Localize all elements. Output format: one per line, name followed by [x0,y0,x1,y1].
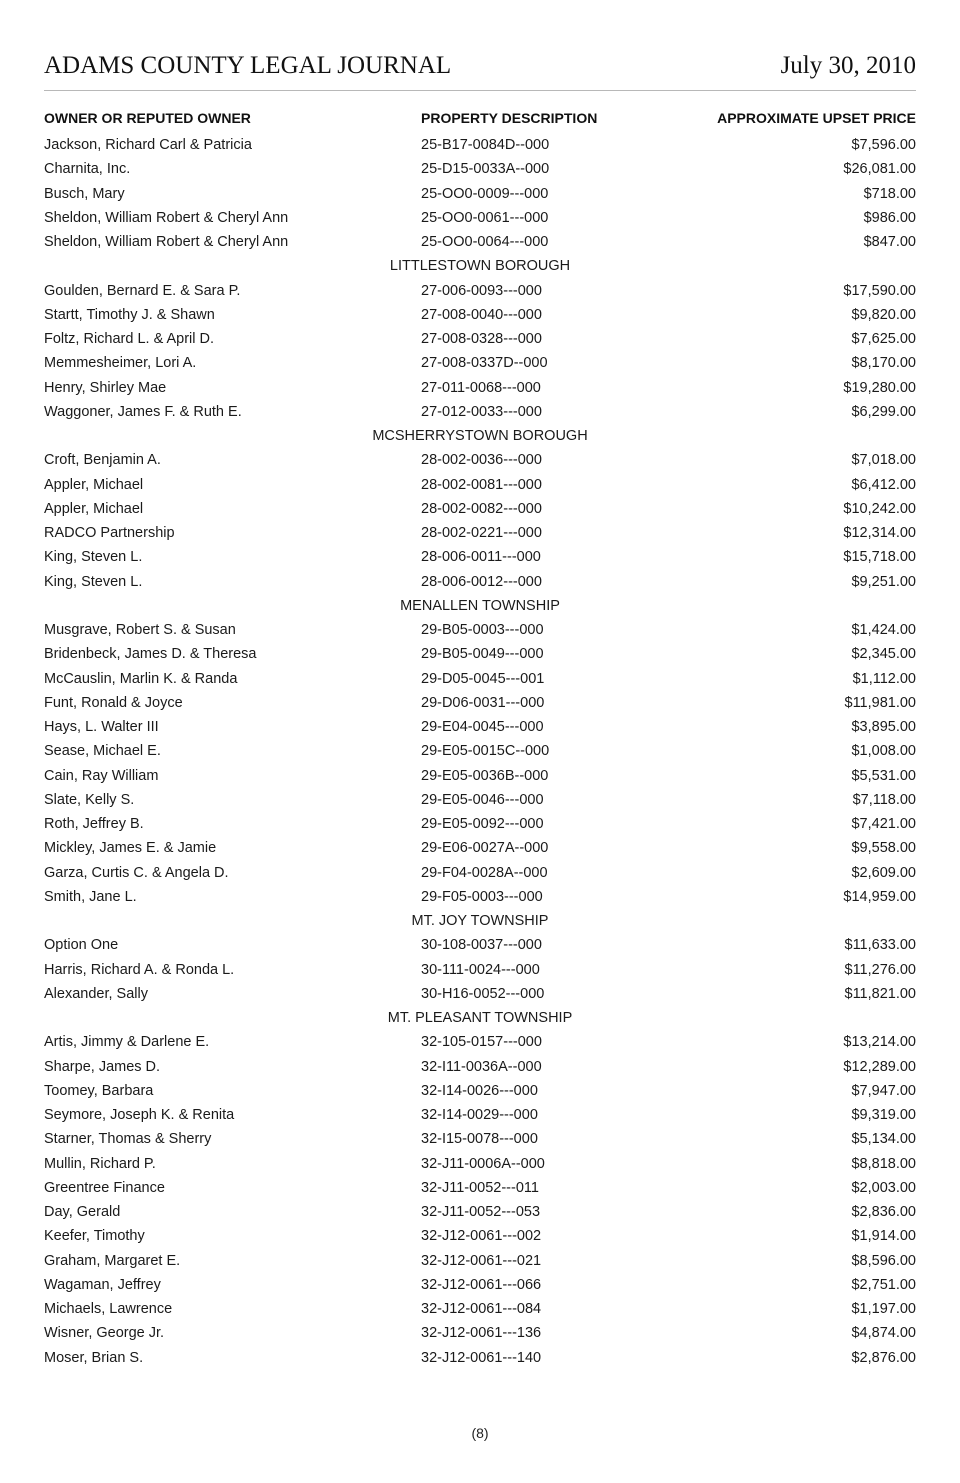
price-cell: $9,251.00 [851,573,916,590]
price-cell: $2,836.00 [851,1204,916,1220]
table-row [44,788,916,812]
property-cell: 25-OO0-0064---000 [421,234,549,250]
price-cell: $14,959.00 [843,888,916,905]
property-cell: 27-008-0328---000 [421,331,542,347]
owner-cell: Smith, Jane L. [44,888,137,905]
owner-cell: Waggoner, James F. & Ruth E. [44,403,242,420]
table-header-row [44,105,916,131]
property-cell: 27-006-0093---000 [421,282,542,299]
table-row [44,885,916,909]
property-cell: 32-J12-0061---140 [421,1349,542,1366]
table-row [44,667,916,691]
owner-cell: Foltz, Richard L. & April D. [44,331,215,347]
owner-cell: Charnita, Inc. [44,161,131,178]
owner-cell: McCauslin, Marlin K. & Randa [44,670,238,687]
column-header-price: APPROXIMATE UPSET PRICE [717,110,916,126]
owner-cell: Appler, Michael [44,476,144,493]
price-cell: $17,590.00 [843,282,916,299]
price-cell: $847.00 [863,234,916,250]
property-cell: 32-J12-0061---002 [421,1228,542,1245]
table-row [44,1152,916,1176]
property-cell: 28-002-0221---000 [421,525,542,541]
owner-cell: Day, Gerald [44,1204,121,1220]
property-cell: 30-H16-0052---000 [421,985,545,1002]
table-row [44,1346,916,1370]
table-row [44,1224,916,1248]
owner-cell: Harris, Richard A. & Ronda L. [44,961,235,978]
price-cell: $19,280.00 [843,379,916,396]
owner-cell: Michaels, Lawrence [44,1301,173,1317]
owner-cell: Cain, Ray William [44,767,159,784]
table-row [44,230,916,254]
table-row [44,1055,916,1079]
table-row [44,206,916,230]
page-number: (8) [471,1425,489,1441]
table-row [44,376,916,400]
owner-cell: Croft, Benjamin A. [44,452,161,469]
owner-cell: Keefer, Timothy [44,1228,145,1245]
table-row [44,715,916,739]
table-row [44,521,916,545]
section-title: MCSHERRYSTOWN BOROUGH [372,428,588,444]
table-row [44,473,916,497]
owner-cell: Starner, Thomas & Sherry [44,1131,212,1148]
owner-cell: Option One [44,937,119,954]
owner-cell: Seymore, Joseph K. & Renita [44,1107,235,1123]
property-cell: 25-D15-0033A--000 [421,161,550,178]
section-title: MENALLEN TOWNSHIP [400,597,560,614]
section-title: MT. PLEASANT TOWNSHIP [387,1010,573,1026]
table-row [44,1321,916,1345]
table-row [44,1200,916,1224]
table-row [44,327,916,351]
property-cell: 25-OO0-0009---000 [421,185,549,202]
price-cell: $7,421.00 [851,816,916,832]
table-row [44,1176,916,1200]
owner-cell: Slate, Kelly S. [44,791,135,808]
township-section-heading [44,1006,916,1030]
table-row [44,400,916,424]
owner-cell: Wagaman, Jeffrey [44,1276,161,1293]
property-cell: 32-J12-0061---084 [421,1301,542,1317]
property-cell: 28-006-0011---000 [421,549,541,566]
price-cell: $9,820.00 [851,306,916,323]
table-row [44,812,916,836]
owner-cell: King, Steven L. [44,549,143,566]
owner-cell: Hays, L. Walter III [44,719,159,735]
table-row [44,351,916,375]
table-row [44,545,916,569]
property-cell: 30-111-0024---000 [421,961,540,978]
table-row [44,982,916,1006]
price-cell: $12,314.00 [843,525,916,541]
owner-cell: Musgrave, Robert S. & Susan [44,622,236,638]
property-cell: 29-B05-0049---000 [421,646,544,663]
price-cell: $2,003.00 [851,1179,916,1196]
price-cell: $1,424.00 [851,622,916,638]
property-cell: 28-002-0082---000 [421,500,542,517]
table-row [44,739,916,763]
table-row [44,448,916,472]
price-cell: $7,118.00 [852,791,916,808]
property-cell: 27-008-0337D--000 [421,355,548,372]
owner-cell: Sheldon, William Robert & Cheryl Ann [44,234,289,250]
table-row [44,1273,916,1297]
table-row [44,642,916,666]
township-section-heading [44,909,916,933]
township-section-heading [44,254,916,278]
property-cell: 29-F04-0028A--000 [421,864,548,881]
journal-title: ADAMS COUNTY LEGAL JOURNAL [44,52,452,79]
price-cell: $5,531.00 [851,767,916,784]
owner-cell: Greentree Finance [44,1179,165,1196]
table-row [44,1297,916,1321]
section-title: LITTLESTOWN BOROUGH [389,258,571,275]
property-cell: 29-E05-0015C--000 [421,743,550,760]
price-cell: $11,276.00 [844,961,916,978]
owner-cell: Garza, Curtis C. & Angela D. [44,864,229,881]
property-cell: 25-B17-0084D--000 [421,137,550,153]
property-cell: 29-E04-0045---000 [421,719,544,735]
price-cell: $1,914.00 [851,1228,916,1245]
table-row [44,933,916,957]
price-cell: $9,319.00 [851,1107,916,1123]
price-cell: $6,412.00 [851,476,916,493]
owner-cell: Appler, Michael [44,500,144,517]
price-cell: $8,596.00 [851,1252,916,1269]
upset-sale-table [44,105,916,1370]
property-cell: 32-I11-0036A--000 [421,1058,542,1075]
price-cell: $1,112.00 [852,670,916,687]
price-cell: $986.00 [863,209,916,226]
table-row [44,1127,916,1151]
property-cell: 32-I14-0026---000 [421,1082,538,1099]
table-row [44,764,916,788]
price-cell: $6,299.00 [851,403,916,420]
owner-cell: Artis, Jimmy & Darlene E. [44,1034,210,1051]
owner-cell: Henry, Shirley Mae [44,379,167,396]
property-cell: 32-I15-0078---000 [421,1131,538,1148]
property-cell: 28-002-0036---000 [421,452,542,469]
property-cell: 32-J12-0061---136 [421,1325,542,1342]
price-cell: $5,134.00 [851,1131,916,1148]
property-cell: 29-D05-0045---001 [421,670,545,687]
property-cell: 25-OO0-0061---000 [421,209,549,226]
owner-cell: King, Steven L. [44,573,143,590]
owner-cell: Roth, Jeffrey B. [44,816,144,832]
owner-cell: Startt, Timothy J. & Shawn [44,306,215,323]
township-section-heading [44,594,916,618]
table-row [44,618,916,642]
price-cell: $2,751.00 [851,1276,916,1293]
property-cell: 28-006-0012---000 [421,573,542,590]
property-cell: 27-008-0040---000 [421,306,542,323]
table-row [44,157,916,181]
price-cell: $13,214.00 [843,1034,916,1051]
price-cell: $7,625.00 [851,331,916,347]
table-row [44,1079,916,1103]
table-row [44,836,916,860]
owner-cell: Moser, Brian S. [44,1349,144,1366]
price-cell: $12,289.00 [843,1058,916,1075]
property-cell: 29-E06-0027A--000 [421,840,549,857]
owner-cell: Mickley, James E. & Jamie [44,840,217,857]
property-cell: 32-105-0157---000 [421,1034,542,1051]
price-cell: $4,874.00 [851,1325,916,1342]
property-cell: 32-J11-0052---053 [421,1204,541,1220]
table-row [44,958,916,982]
table-row [44,182,916,206]
price-cell: $8,170.00 [851,355,916,372]
property-cell: 32-J12-0061---066 [421,1276,542,1293]
price-cell: $15,718.00 [843,549,916,566]
price-cell: $11,633.00 [844,937,916,954]
owner-cell: Goulden, Bernard E. & Sara P. [44,282,241,299]
property-cell: 32-J12-0061---021 [421,1252,542,1269]
owner-cell: RADCO Partnership [44,525,175,541]
owner-cell: Sheldon, William Robert & Cheryl Ann [44,209,289,226]
price-cell: $2,876.00 [851,1349,916,1366]
property-cell: 29-E05-0092---000 [421,816,544,832]
property-cell: 32-J11-0052---011 [421,1179,539,1196]
price-cell: $2,345.00 [851,646,916,663]
table-row [44,279,916,303]
price-cell: $7,018.00 [851,452,916,469]
owner-cell: Busch, Mary [44,185,125,202]
table-row [44,1103,916,1127]
owner-cell: Jackson, Richard Carl & Patricia [44,137,252,153]
price-cell: $2,609.00 [851,864,916,881]
masthead [44,50,916,91]
table-row [44,133,916,157]
owner-cell: Alexander, Sally [44,985,148,1002]
price-cell: $718.00 [863,185,916,202]
owner-cell: Bridenbeck, James D. & Theresa [44,646,257,663]
column-header-property: PROPERTY DESCRIPTION [421,110,598,126]
owner-cell: Sharpe, James D. [44,1058,161,1075]
table-row [44,861,916,885]
property-cell: 28-002-0081---000 [421,476,542,493]
owner-cell: Sease, Michael E. [44,743,161,760]
price-cell: $1,197.00 [851,1301,916,1317]
table-row [44,691,916,715]
owner-cell: Wisner, George Jr. [44,1325,165,1342]
township-section-heading [44,424,916,448]
property-cell: 29-F05-0003---000 [421,888,543,905]
price-cell: $7,947.00 [851,1082,916,1099]
price-cell: $10,242.00 [843,500,916,517]
section-title: MT. JOY TOWNSHIP [411,913,549,929]
property-cell: 29-D06-0031---000 [421,694,545,711]
price-cell: $1,008.00 [851,743,916,760]
price-cell: $7,596.00 [851,137,916,153]
owner-cell: Toomey, Barbara [44,1082,154,1099]
price-cell: $11,821.00 [844,985,916,1002]
owner-cell: Memmesheimer, Lori A. [44,355,197,372]
property-cell: 30-108-0037---000 [421,937,542,954]
price-cell: $26,081.00 [843,161,916,178]
property-cell: 32-J11-0006A--000 [421,1155,545,1172]
property-cell: 29-E05-0036B--000 [421,767,549,784]
price-cell: $8,818.00 [851,1155,916,1172]
owner-cell: Graham, Margaret E. [44,1252,181,1269]
property-cell: 27-012-0033---000 [421,403,542,420]
table-row [44,497,916,521]
property-cell: 29-E05-0046---000 [421,791,544,808]
table-body [44,133,916,1370]
table-row [44,303,916,327]
property-cell: 29-B05-0003---000 [421,622,544,638]
property-cell: 32-I14-0029---000 [421,1107,538,1123]
column-header-owner: OWNER OR REPUTED OWNER [44,110,251,126]
owner-cell: Funt, Ronald & Joyce [44,694,183,711]
property-cell: 27-011-0068---000 [421,379,541,396]
price-cell: $3,895.00 [851,719,916,735]
table-row [44,570,916,594]
price-cell: $11,981.00 [844,694,916,711]
table-row [44,1030,916,1054]
owner-cell: Mullin, Richard P. [44,1155,156,1172]
table-row [44,1249,916,1273]
price-cell: $9,558.00 [851,840,916,857]
issue-date: July 30, 2010 [780,52,916,79]
